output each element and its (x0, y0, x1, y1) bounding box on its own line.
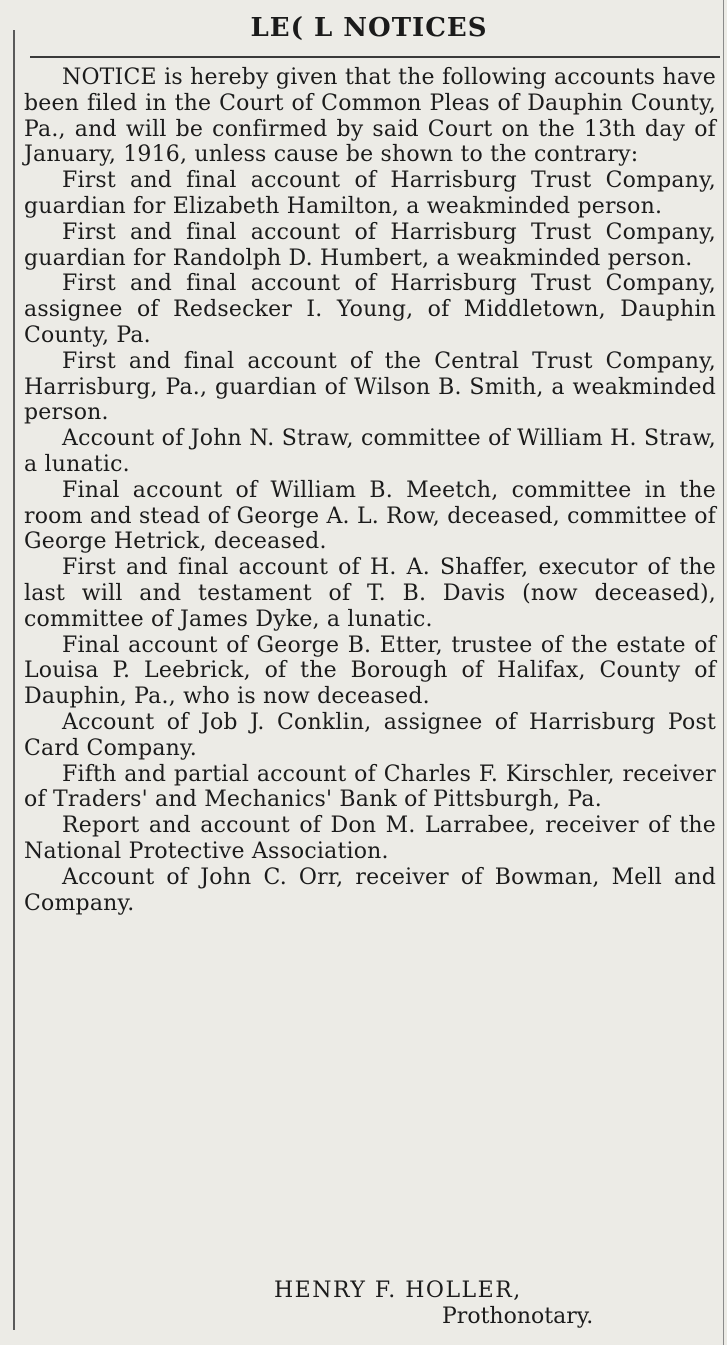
account-item: Fifth and partial account of Charles F. Kirschler, receiver of Traders' and Mechanics' Bank of Pittsburgh, Pa. (24, 761, 716, 813)
account-item: First and final account of Harrisburg Trust Company, assignee of Redsecker I. Young, of Middletown, Dauphin County, Pa. (24, 271, 716, 348)
account-item: Account of John N. Straw, committee of William H. Straw, a lunatic. (24, 426, 716, 477)
account-item: First and final account of Harrisburg Trust Company, guardian for Elizabeth Hamilton, a weakminded person. (24, 168, 716, 219)
account-item: Final account of George B. Etter, trustee of the estate of Louisa P. Leebrick, of the Borough of Halifax, County of Dauphin, Pa., who is now deceased. (24, 632, 716, 710)
column-rule-left (13, 30, 15, 1330)
account-item: Account of Job J. Conklin, assignee of Harrisburg Post Card Company. (24, 709, 716, 761)
account-item: Final account of William B. Meetch, committee in the room and stead of George A. L. Row, deceased, committee of George Hetrick, deceased. (24, 477, 716, 555)
account-item: Report and account of Don M. Larrabee, receiver of the National Protective Association. (24, 813, 716, 864)
notice-body (24, 65, 716, 916)
notice-header (24, 8, 714, 52)
account-item: First and final account of H. A. Shaffer, executor of the last will and testament of T. B. Davis (now deceased), committee of James Dyke, a lunatic. (24, 555, 716, 632)
account-item: First and final account of Harrisburg Trust Company, guardian for Randolph D. Humbert, a weakminded person. (24, 219, 716, 271)
header-title: LE( L NOTICES (250, 13, 488, 43)
header-rule (30, 56, 720, 58)
signature-block (24, 1278, 716, 1330)
account-item: Account of John C. Orr, receiver of Bowman, Mell and Company. (24, 864, 716, 916)
column-rule-right (723, 0, 724, 1345)
signatory-name: HENRY F. HOLLER, (274, 1278, 522, 1303)
signatory-title: Prothonotary. (442, 1304, 594, 1329)
intro-paragraph: NOTICE is hereby given that the following accounts have been filed in the Court of Common Pleas of Dauphin County, Pa., and will be confirmed by said Court on the 13th day of January, 1916, unless cause be shown to the contrary: (24, 65, 716, 168)
account-item: First and final account of the Central Trust Company, Harrisburg, Pa., guardian of Wilson B. Smith, a weakminded person. (24, 348, 716, 426)
